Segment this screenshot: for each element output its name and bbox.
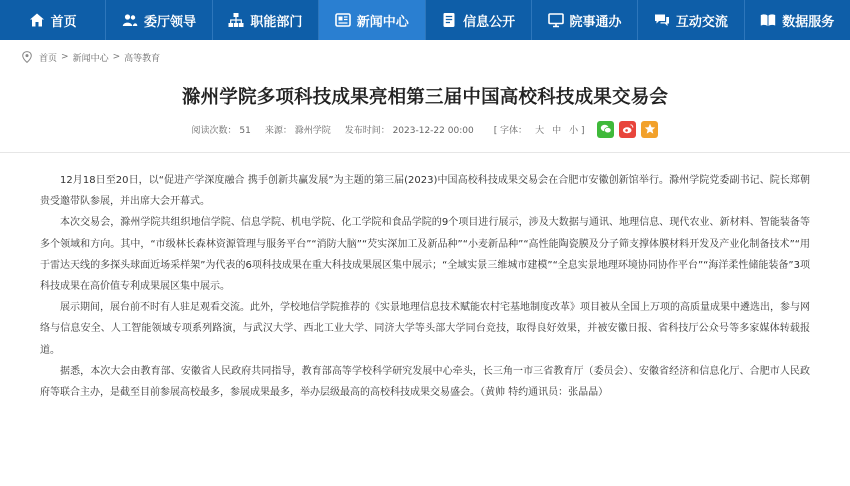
article-paragraph: 本次交易会，滁州学院共组织地信学院、信息学院、机电学院、化工学院和食品学院的9个项目进行展示，涉及大数据与通讯、地理信息、现代农业、新材料、智能装备等多个领域和方向。其中，“市级林长森林资源管理与服务平台”“消防大脑”“芡实深加工及新品种”“小麦新品种”“高性能陶瓷膜及分子筛支撑体膜材料开发及产业化制备技术”“用于雷达天线的多探头球面近场采样架”为代表的6项科技成果在重大科技成果展区集中展示；“全域实景三维城市建模”“全息实景地理环境协同协作平台”“海洋柔性储能装备”3项科技成果在高价值专利成果展区集中展示。 xyxy=(40,217,810,293)
nav-item-departments[interactable] xyxy=(213,0,319,40)
breadcrumb-news-center[interactable]: 新闻中心 xyxy=(72,53,109,64)
weibo-share-button[interactable] xyxy=(619,121,636,138)
breadcrumb-separator: > xyxy=(112,52,121,62)
breadcrumb-home[interactable]: 首页 xyxy=(39,53,58,64)
article-paragraph: 据悉，本次大会由教育部、安徽省人民政府共同指导，教育部高等学校科学研究发展中心牵头，长三角一市三省教育厅（委员会）、安徽省经济和信息化厅、合肥市人民政府等联合主办，是截至目前参展高校最多，参展成果最多，举办层级最高的高校科技成果交易盛会。（黄帅 特约通讯员：张晶晶） xyxy=(40,365,810,399)
nav-item-services[interactable] xyxy=(532,0,638,40)
font-size-control xyxy=(494,123,593,136)
weibo-icon xyxy=(622,123,634,135)
nav-item-label: 信息公开 xyxy=(463,14,516,30)
wechat-share-button[interactable] xyxy=(597,121,614,138)
nav-item-interaction[interactable] xyxy=(638,0,744,40)
nav-item-data-service[interactable] xyxy=(745,0,850,40)
home-icon xyxy=(29,12,45,28)
book-icon xyxy=(760,12,776,28)
chat-icon xyxy=(654,12,670,28)
nav-item-home[interactable] xyxy=(0,0,106,40)
location-pin-icon xyxy=(22,51,32,63)
article-body xyxy=(40,170,810,403)
article-paragraph: 12月18日至20日，以“促进产学深度融合 携手创新共赢发展”为主题的第三届(2023)中国高校科技成果交易会在合肥市安徽创新馆举行。滁州学院党委副书记、院长郑朝贵受邀带队参展，并出席大会开幕式。 xyxy=(40,175,810,208)
view-count: 阅读次数： 51 xyxy=(191,125,251,136)
divider xyxy=(0,152,850,153)
nav-item-label: 数据服务 xyxy=(782,14,835,30)
nav-item-leaders[interactable] xyxy=(106,0,212,40)
wechat-icon xyxy=(600,123,612,135)
share-buttons xyxy=(592,121,658,138)
font-size-medium[interactable]: 中 xyxy=(552,125,562,136)
font-size-small[interactable]: 小 ] xyxy=(569,125,585,136)
document-icon xyxy=(441,12,457,28)
font-size-large[interactable]: 大 xyxy=(535,125,545,136)
nav-item-info-public[interactable] xyxy=(426,0,532,40)
article-title: 滁州学院多项科技成果亮相第三届中国高校科技成果交易会 xyxy=(181,87,669,108)
nav-item-label: 院事通办 xyxy=(569,14,622,30)
people-icon xyxy=(122,12,138,28)
breadcrumb xyxy=(22,50,160,64)
nav-item-label: 职能部门 xyxy=(250,14,303,30)
article-meta xyxy=(0,120,850,138)
font-size-label: [ 字体： xyxy=(493,125,528,136)
nav-item-label: 委厅领导 xyxy=(144,14,197,30)
publish-time: 发布时间： 2023-12-22 00:00 xyxy=(344,125,474,136)
article-paragraph: 展示期间，展台前不时有人驻足观看交流。此外，学校地信学院推荐的《实景地理信息技术赋能农村宅基地制度改革》项目被从全国上万项的高质量成果中遴选出，参与网络与信息安全、人工智能领域专项系列路演，与武汉大学、西北工业大学、同济大学等头部大学同台竞技，取得良好效果，并被安徽日报、省科技厅公众号等多家媒体转载报道。 xyxy=(40,302,810,356)
nav-item-label: 首页 xyxy=(50,14,77,30)
org-chart-icon xyxy=(228,12,244,28)
breadcrumb-higher-education[interactable]: 高等教育 xyxy=(124,53,161,64)
main-nav xyxy=(0,0,850,40)
nav-item-label: 新闻中心 xyxy=(356,14,409,30)
breadcrumb-separator: > xyxy=(61,52,69,62)
monitor-icon xyxy=(548,12,564,28)
favorite-button[interactable] xyxy=(641,121,658,138)
nav-item-news[interactable] xyxy=(319,0,425,40)
article-source: 来源： 滁州学院 xyxy=(264,125,331,136)
news-icon xyxy=(335,12,351,28)
star-icon xyxy=(644,123,656,135)
nav-item-label: 互动交流 xyxy=(675,14,728,30)
